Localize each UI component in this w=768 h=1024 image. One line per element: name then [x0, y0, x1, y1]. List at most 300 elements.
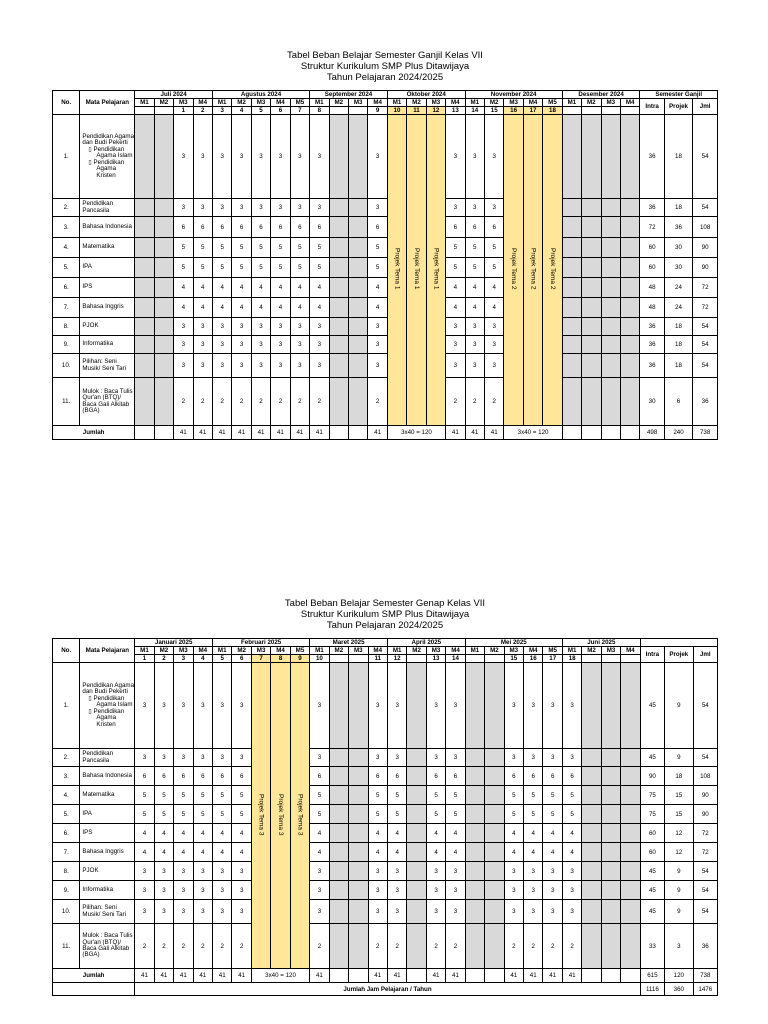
hours-cell: 5: [524, 805, 543, 824]
intra-cell: 60: [640, 238, 664, 258]
empty-week-cell: [349, 767, 368, 786]
hours-cell: 3: [154, 663, 173, 749]
empty-week-cell: [465, 900, 484, 924]
header-subject: Mata Pelajaran: [80, 91, 135, 115]
hours-cell: 5: [213, 786, 232, 805]
hours-cell: 6: [504, 767, 523, 786]
hours-cell: 5: [368, 786, 387, 805]
hours-cell: 2: [387, 924, 406, 969]
subject-cell: [80, 298, 135, 318]
week-number: [601, 107, 620, 115]
empty-week-cell: [329, 749, 348, 767]
empty-week-cell: [407, 749, 426, 767]
hours-cell: 3: [484, 115, 503, 199]
hours-cell: 5: [368, 805, 387, 824]
week-number: [485, 655, 504, 663]
week-number: 13: [446, 107, 465, 115]
week-number: 10: [387, 107, 406, 115]
subject-subitem-label: Pendidikan Agama Kristen: [93, 158, 125, 179]
project-label: Projek Tema 2: [529, 248, 537, 290]
hours-cell: 2: [310, 924, 329, 969]
title-line: Tabel Beban Belajar Semester Ganjil Kelas VII: [287, 50, 483, 61]
hours-cell: 3: [135, 881, 154, 900]
hours-cell: 3: [368, 354, 387, 378]
subject-cell: [80, 115, 135, 199]
total-empty: [465, 969, 484, 983]
header-week: M1: [310, 647, 329, 655]
week-number: 15: [504, 655, 523, 663]
empty-week-cell: [582, 258, 601, 278]
hours-cell: 5: [310, 786, 329, 805]
grand-total-row: [53, 983, 718, 996]
intra-cell: 75: [640, 786, 664, 805]
hours-cell: 4: [232, 824, 251, 843]
hours-cell: 3: [310, 881, 329, 900]
row-number: 11.: [53, 378, 80, 426]
empty-week-cell: [601, 786, 620, 805]
total-empty: [485, 969, 504, 983]
subject-label: Matematika: [82, 243, 115, 251]
subject-label: Bahasa Indonesia: [82, 771, 132, 779]
hours-cell: 4: [251, 278, 270, 298]
header-summary-col: Intra: [640, 99, 664, 115]
subject-label: PJOK: [82, 866, 99, 874]
header-week: M1: [135, 647, 154, 655]
intra-cell: 90: [640, 767, 664, 786]
hours-cell: 3: [562, 900, 581, 924]
subject-cell: [80, 318, 135, 336]
total-hours: 41: [446, 969, 465, 983]
subject-cell: [80, 663, 135, 749]
total-project: 3x40 = 120: [504, 426, 562, 440]
bullet-icon: ▯: [88, 707, 94, 715]
empty-week-cell: [582, 900, 601, 924]
hours-cell: 3: [193, 862, 212, 881]
total-hours: 41: [310, 969, 329, 983]
projek-cell: 18: [664, 199, 692, 217]
hours-cell: 3: [174, 749, 193, 767]
week-number: 9: [368, 107, 387, 115]
hours-cell: 4: [446, 298, 465, 318]
empty-week-cell: [582, 336, 601, 354]
empty-week-cell: [601, 862, 620, 881]
empty-week-cell: [349, 924, 368, 969]
empty-week-cell: [621, 786, 640, 805]
empty-week-cell: [348, 217, 367, 238]
hours-cell: 3: [154, 749, 173, 767]
hours-cell: 4: [484, 278, 503, 298]
empty-week-cell: [154, 354, 173, 378]
total-hours: 41: [368, 969, 387, 983]
hours-cell: 3: [212, 354, 231, 378]
empty-week-cell: [620, 354, 639, 378]
hours-cell: 3: [154, 900, 173, 924]
hours-cell: 3: [562, 862, 581, 881]
intra-cell: 36: [640, 115, 664, 199]
hours-cell: 6: [387, 767, 406, 786]
row-number: 10.: [53, 354, 80, 378]
row-number: 9.: [53, 881, 80, 900]
semester-ganjil-table: [52, 90, 718, 440]
hours-cell: 2: [154, 924, 173, 969]
empty-week-cell: [407, 924, 426, 969]
hours-cell: 3: [154, 881, 173, 900]
week-number: [620, 107, 639, 115]
subject-cell: [80, 278, 135, 298]
hours-cell: 4: [193, 843, 212, 862]
hours-cell: 6: [562, 767, 581, 786]
subject-label: IPA: [82, 263, 92, 271]
hours-cell: 6: [251, 217, 270, 238]
header-week: M1: [562, 647, 581, 655]
hours-cell: 4: [310, 298, 329, 318]
jml-cell: 90: [693, 238, 718, 258]
row-number: 11.: [53, 924, 80, 969]
empty-week-cell: [135, 217, 154, 238]
header-summary-col: Projek: [664, 99, 692, 115]
empty-week-cell: [348, 238, 367, 258]
hours-cell: 2: [193, 924, 212, 969]
hours-cell: 4: [174, 298, 193, 318]
hours-cell: 3: [465, 199, 484, 217]
empty-week-cell: [154, 298, 173, 318]
week-number: 4: [232, 107, 251, 115]
empty-week-cell: [349, 900, 368, 924]
hours-cell: 3: [193, 881, 212, 900]
semester-genap-title: [52, 598, 718, 631]
empty-week-cell: [135, 115, 154, 199]
row-number: 6.: [53, 824, 80, 843]
empty-week-cell: [620, 336, 639, 354]
hours-cell: 6: [446, 217, 465, 238]
subject-label: Pendidikan Pancasila: [82, 750, 114, 764]
total-jml: 738: [693, 969, 717, 983]
header-week: M2: [485, 647, 504, 655]
hours-cell: 3: [504, 663, 523, 749]
hours-cell: 5: [484, 238, 503, 258]
header-week: M4: [524, 647, 543, 655]
week-number: 12: [387, 655, 406, 663]
subject-cell: [80, 843, 135, 862]
total-hours: 41: [310, 426, 329, 440]
hours-cell: 4: [368, 298, 387, 318]
jml-cell: 54: [693, 749, 717, 767]
hours-cell: 4: [154, 824, 173, 843]
header-subject: Mata Pelajaran: [80, 639, 135, 663]
hours-cell: 5: [193, 258, 212, 278]
hours-cell: 6: [154, 767, 173, 786]
week-number: 6: [232, 655, 251, 663]
hours-cell: 5: [193, 805, 212, 824]
week-number: 16: [504, 107, 523, 115]
subject-label: Mulok : Baca Tulis Qur'an (BTQ)/ Baca Gali Alkitab (BGA): [82, 932, 133, 959]
header-month: Februari 2025: [213, 639, 310, 647]
hours-cell: 6: [271, 217, 290, 238]
hours-cell: 5: [504, 786, 523, 805]
row-number: 1.: [53, 663, 80, 749]
total-hours: 41: [213, 969, 232, 983]
hours-cell: 2: [543, 924, 562, 969]
hours-cell: 4: [232, 843, 251, 862]
empty-week-cell: [601, 924, 620, 969]
empty-week-cell: [329, 354, 348, 378]
hours-cell: 5: [310, 238, 329, 258]
hours-cell: 3: [174, 199, 193, 217]
empty-week-cell: [349, 881, 368, 900]
table-row: [53, 318, 718, 336]
header-week: M1: [310, 99, 329, 107]
hours-cell: 6: [524, 767, 543, 786]
hours-cell: 6: [368, 217, 387, 238]
hours-cell: 4: [543, 843, 562, 862]
header-month: Mei 2025: [465, 639, 562, 647]
empty-week-cell: [601, 843, 620, 862]
hours-cell: 3: [213, 862, 232, 881]
empty-week-cell: [465, 786, 484, 805]
empty-week-cell: [582, 824, 601, 843]
hours-cell: 4: [504, 824, 523, 843]
row-number: 3.: [53, 767, 80, 786]
header-week: M2: [407, 99, 426, 107]
hours-cell: 4: [212, 278, 231, 298]
week-number: [601, 655, 620, 663]
header-week: M3: [251, 647, 270, 655]
hours-cell: 3: [562, 749, 581, 767]
hours-cell: 6: [174, 217, 193, 238]
table-row: [53, 881, 718, 900]
empty-week-cell: [485, 900, 504, 924]
subject-subitem-label: Pendidikan Agama Islam: [93, 694, 133, 709]
projek-cell: 30: [664, 258, 692, 278]
hours-cell: 3: [387, 749, 406, 767]
hours-cell: 3: [174, 354, 193, 378]
hours-cell: 3: [310, 900, 329, 924]
total-hours: 41: [446, 426, 465, 440]
hours-cell: 3: [213, 881, 232, 900]
hours-cell: 5: [135, 786, 154, 805]
hours-cell: 6: [213, 767, 232, 786]
hours-cell: 5: [232, 786, 251, 805]
jml-cell: 90: [693, 805, 717, 824]
total-hours: 41: [387, 969, 406, 983]
empty-week-cell: [329, 298, 348, 318]
hours-cell: 3: [271, 354, 290, 378]
header-week: M5: [290, 99, 309, 107]
empty-week-cell: [407, 663, 426, 749]
week-number: 11: [368, 655, 387, 663]
empty-week-cell: [601, 663, 620, 749]
projek-cell: 30: [664, 238, 692, 258]
intra-cell: 36: [640, 354, 664, 378]
empty-week-cell: [485, 786, 504, 805]
hours-cell: 5: [387, 786, 406, 805]
hours-cell: 2: [504, 924, 523, 969]
header-week: M1: [562, 99, 581, 107]
week-number: 8: [310, 107, 329, 115]
row-number: 7.: [53, 843, 80, 862]
hours-cell: 3: [310, 663, 329, 749]
projek-cell: 6: [664, 378, 692, 426]
jml-cell: 54: [693, 900, 717, 924]
hours-cell: 3: [387, 663, 406, 749]
header-week: M3: [174, 99, 193, 107]
empty-week-cell: [329, 199, 348, 217]
project-cell: [290, 663, 309, 969]
empty-week-cell: [329, 862, 348, 881]
projek-cell: 36: [664, 217, 692, 238]
hours-cell: 6: [135, 767, 154, 786]
jml-cell: 54: [693, 336, 718, 354]
header-week: M3: [426, 99, 445, 107]
hours-cell: 6: [232, 217, 251, 238]
hours-cell: 5: [193, 238, 212, 258]
hours-cell: 3: [465, 318, 484, 336]
hours-cell: 3: [174, 900, 193, 924]
total-projek: 120: [665, 969, 693, 983]
hours-cell: 4: [524, 843, 543, 862]
week-number: 9: [290, 655, 309, 663]
week-number: 16: [524, 655, 543, 663]
empty-week-cell: [620, 298, 639, 318]
total-hours: 41: [174, 426, 193, 440]
empty-week-cell: [154, 217, 173, 238]
header-week: M1: [387, 647, 406, 655]
total-hours: 41: [232, 426, 251, 440]
empty-week-cell: [485, 843, 504, 862]
project-cell: [523, 115, 542, 426]
empty-week-cell: [582, 767, 601, 786]
hours-cell: 5: [465, 258, 484, 278]
header-week: M5: [290, 647, 309, 655]
total-hours: 41: [251, 426, 270, 440]
header-week: M4: [193, 647, 212, 655]
hours-cell: 3: [484, 354, 503, 378]
hours-cell: 3: [446, 199, 465, 217]
table-row: [53, 336, 718, 354]
hours-cell: 3: [310, 115, 329, 199]
header-week: M1: [387, 99, 406, 107]
empty-week-cell: [154, 199, 173, 217]
empty-week-cell: [601, 805, 620, 824]
projek-cell: 24: [664, 278, 692, 298]
empty-week-cell: [348, 258, 367, 278]
subject-label: Pilihan: Seni Musik/ Seni Tari: [82, 904, 126, 918]
empty-week-cell: [621, 824, 640, 843]
header-month: April 2025: [387, 639, 465, 647]
subject-cell: [80, 924, 135, 969]
empty-week-cell: [562, 217, 581, 238]
total-hours: 41: [174, 969, 193, 983]
hours-cell: 3: [426, 749, 445, 767]
total-project: 3x40 = 120: [387, 426, 445, 440]
subject-label: Pendidikan Agama dan Budi Pekerti: [82, 682, 135, 696]
hours-cell: 5: [174, 786, 193, 805]
hours-cell: 5: [290, 258, 309, 278]
row-number: 10.: [53, 900, 80, 924]
hours-cell: 5: [154, 805, 173, 824]
hours-cell: 4: [232, 298, 251, 318]
hours-cell: 3: [484, 199, 503, 217]
hours-cell: 5: [446, 786, 465, 805]
hours-cell: 3: [213, 749, 232, 767]
empty-week-cell: [135, 258, 154, 278]
week-number: 14: [446, 655, 465, 663]
week-number: 11: [407, 107, 426, 115]
subject-label: Informatika: [82, 340, 114, 348]
header-row: [53, 639, 718, 647]
grand-jml: 1476: [693, 983, 717, 996]
hours-cell: 5: [271, 258, 290, 278]
hours-cell: 6: [193, 767, 212, 786]
empty-week-cell: [485, 881, 504, 900]
header-summary-col: Intra: [640, 647, 664, 663]
subject-cell: [80, 378, 135, 426]
week-number: 7: [290, 107, 309, 115]
hours-cell: 5: [174, 258, 193, 278]
empty-week-cell: [485, 862, 504, 881]
hours-cell: 3: [504, 862, 523, 881]
semester-genap-section: [52, 598, 718, 996]
projek-cell: 9: [665, 749, 693, 767]
header-week: M4: [446, 647, 465, 655]
semester-ganjil-title: [52, 50, 718, 83]
hours-cell: 2: [290, 378, 309, 426]
row-number: 4.: [53, 238, 80, 258]
empty-week-cell: [329, 238, 348, 258]
project-label: Projek Tema 2: [548, 248, 556, 290]
project-label: Projek Tema 1: [432, 248, 440, 290]
header-summary-col: Projek: [665, 647, 693, 663]
intra-cell: 36: [640, 336, 664, 354]
hours-cell: 5: [290, 238, 309, 258]
hours-cell: 6: [484, 217, 503, 238]
empty-week-cell: [601, 318, 620, 336]
empty-week-cell: [582, 378, 601, 426]
project-cell: [407, 115, 426, 426]
empty-week-cell: [562, 378, 581, 426]
total-empty: [348, 426, 367, 440]
total-empty: [601, 969, 620, 983]
empty-week-cell: [407, 786, 426, 805]
hours-cell: 3: [193, 318, 212, 336]
empty-week-cell: [154, 278, 173, 298]
hours-cell: 4: [213, 843, 232, 862]
empty-week-cell: [485, 924, 504, 969]
hours-cell: 2: [484, 378, 503, 426]
hours-cell: 3: [387, 881, 406, 900]
project-cell: [387, 115, 406, 426]
empty-week-cell: [582, 924, 601, 969]
hours-cell: 3: [387, 900, 406, 924]
projek-cell: 24: [664, 298, 692, 318]
hours-cell: 4: [174, 843, 193, 862]
week-number: [329, 107, 348, 115]
hours-cell: 6: [446, 767, 465, 786]
hours-cell: 6: [212, 217, 231, 238]
hours-cell: 3: [524, 862, 543, 881]
hours-cell: 3: [368, 115, 387, 199]
hours-cell: 3: [193, 354, 212, 378]
hours-cell: 6: [426, 767, 445, 786]
hours-cell: 3: [368, 881, 387, 900]
project-label: Projek Tema 3: [257, 793, 265, 836]
week-number: [348, 107, 367, 115]
hours-cell: 5: [212, 258, 231, 278]
hours-cell: 2: [465, 378, 484, 426]
intra-cell: 75: [640, 805, 664, 824]
total-intra: 615: [640, 969, 664, 983]
hours-cell: 3: [387, 862, 406, 881]
